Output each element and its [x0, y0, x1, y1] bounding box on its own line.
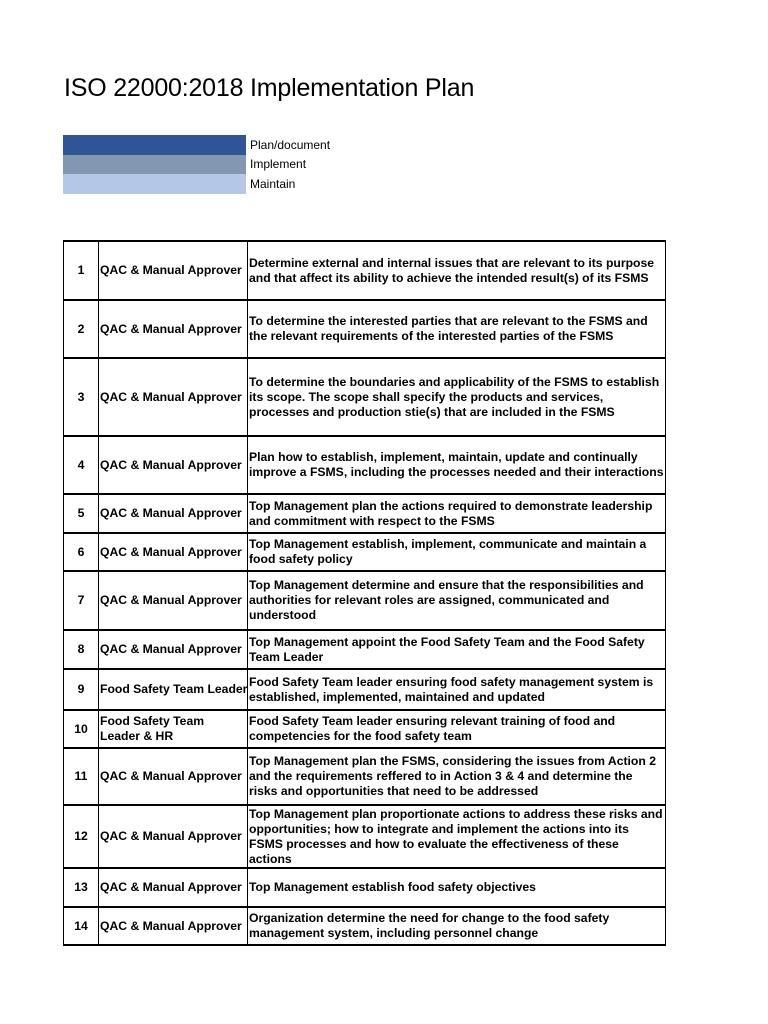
- table-row: [64, 241, 666, 300]
- row-owner: QAC & Manual Approver: [99, 436, 248, 494]
- row-number: 3: [64, 358, 99, 436]
- row-action: Food Safety Team leader ensuring relevant training of food and competencies for the food safety team: [248, 710, 666, 748]
- row-action: Top Management plan the FSMS, considering the issues from Action 2 and the requirements reffered to in Action 3 & 4 and determine the risks and opportunities that need to be addressed: [248, 748, 666, 805]
- row-number: 2: [64, 300, 99, 358]
- row-owner: QAC & Manual Approver: [99, 805, 248, 868]
- table-row: [64, 669, 666, 710]
- row-owner: QAC & Manual Approver: [99, 494, 248, 533]
- table-row: [64, 494, 666, 533]
- table-row: [64, 533, 666, 571]
- row-action: Top Management plan proportionate actions to address these risks and opportunities; how to integrate and implement the actions into its FSMS processes and how to evaluate the effectiveness of these actions: [248, 805, 666, 868]
- row-number: 11: [64, 748, 99, 805]
- row-owner: Food Safety Team Leader & HR: [99, 710, 248, 748]
- row-owner: QAC & Manual Approver: [99, 533, 248, 571]
- legend-swatch-maintain: [63, 174, 246, 194]
- table-row: [64, 748, 666, 805]
- legend-label-maintain: Maintain: [250, 176, 296, 191]
- table-row: [64, 358, 666, 436]
- table-row: [64, 868, 666, 907]
- row-number: 10: [64, 710, 99, 748]
- row-action: Determine external and internal issues that are relevant to its purpose and that affect its ability to achieve the intended result(s) of its FSMS: [248, 241, 666, 300]
- page-title: ISO 22000:2018 Implementation Plan: [64, 74, 475, 102]
- row-action: Food Safety Team leader ensuring food safety management system is established, implemented, maintained and updated: [248, 669, 666, 710]
- row-number: 13: [64, 868, 99, 907]
- legend-label-plan: Plan/document: [250, 137, 331, 152]
- row-owner: QAC & Manual Approver: [99, 630, 248, 669]
- row-number: 4: [64, 436, 99, 494]
- legend-swatch-implement: [63, 155, 246, 175]
- implementation-plan-table: [63, 240, 666, 946]
- row-owner: QAC & Manual Approver: [99, 868, 248, 907]
- row-owner: Food Safety Team Leader: [99, 669, 248, 710]
- legend-label-implement: Implement: [250, 157, 307, 172]
- row-action: Top Management establish food safety objectives: [248, 868, 666, 907]
- legend-item-maintain: [63, 174, 330, 194]
- row-owner: QAC & Manual Approver: [99, 241, 248, 300]
- row-number: 6: [64, 533, 99, 571]
- row-number: 1: [64, 241, 99, 300]
- row-number: 9: [64, 669, 99, 710]
- table-row: [64, 300, 666, 358]
- legend: [63, 135, 330, 194]
- legend-item-implement: [63, 155, 330, 175]
- legend-swatch-plan: [63, 135, 246, 155]
- row-number: 8: [64, 630, 99, 669]
- row-owner: QAC & Manual Approver: [99, 571, 248, 630]
- row-number: 12: [64, 805, 99, 868]
- table-row: [64, 436, 666, 494]
- row-action: Organization determine the need for change to the food safety management system, including personnel change: [248, 907, 666, 945]
- row-action: Plan how to establish, implement, maintain, update and continually improve a FSMS, including the processes needed and their interactions: [248, 436, 666, 494]
- row-owner: QAC & Manual Approver: [99, 300, 248, 358]
- table-row: [64, 907, 666, 945]
- row-owner: QAC & Manual Approver: [99, 907, 248, 945]
- legend-item-plan: [63, 135, 330, 155]
- row-action: To determine the interested parties that are relevant to the FSMS and the relevant requirements of the interested parties of the FSMS: [248, 300, 666, 358]
- row-owner: QAC & Manual Approver: [99, 748, 248, 805]
- row-action: Top Management appoint the Food Safety Team and the Food Safety Team Leader: [248, 630, 666, 669]
- table-row: [64, 630, 666, 669]
- row-owner: QAC & Manual Approver: [99, 358, 248, 436]
- row-action: Top Management determine and ensure that the responsibilities and authorities for relevant roles are assigned, communicated and understood: [248, 571, 666, 630]
- row-action: Top Management establish, implement, communicate and maintain a food safety policy: [248, 533, 666, 571]
- row-action: To determine the boundaries and applicability of the FSMS to establish its scope. The scope shall specify the products and services, processes and production stie(s) that are included in the FSMS: [248, 358, 666, 436]
- table-row: [64, 805, 666, 868]
- row-action: Top Management plan the actions required to demonstrate leadership and commitment with respect to the FSMS: [248, 494, 666, 533]
- row-number: 7: [64, 571, 99, 630]
- row-number: 14: [64, 907, 99, 945]
- table-row: [64, 571, 666, 630]
- table-row: [64, 710, 666, 748]
- row-number: 5: [64, 494, 99, 533]
